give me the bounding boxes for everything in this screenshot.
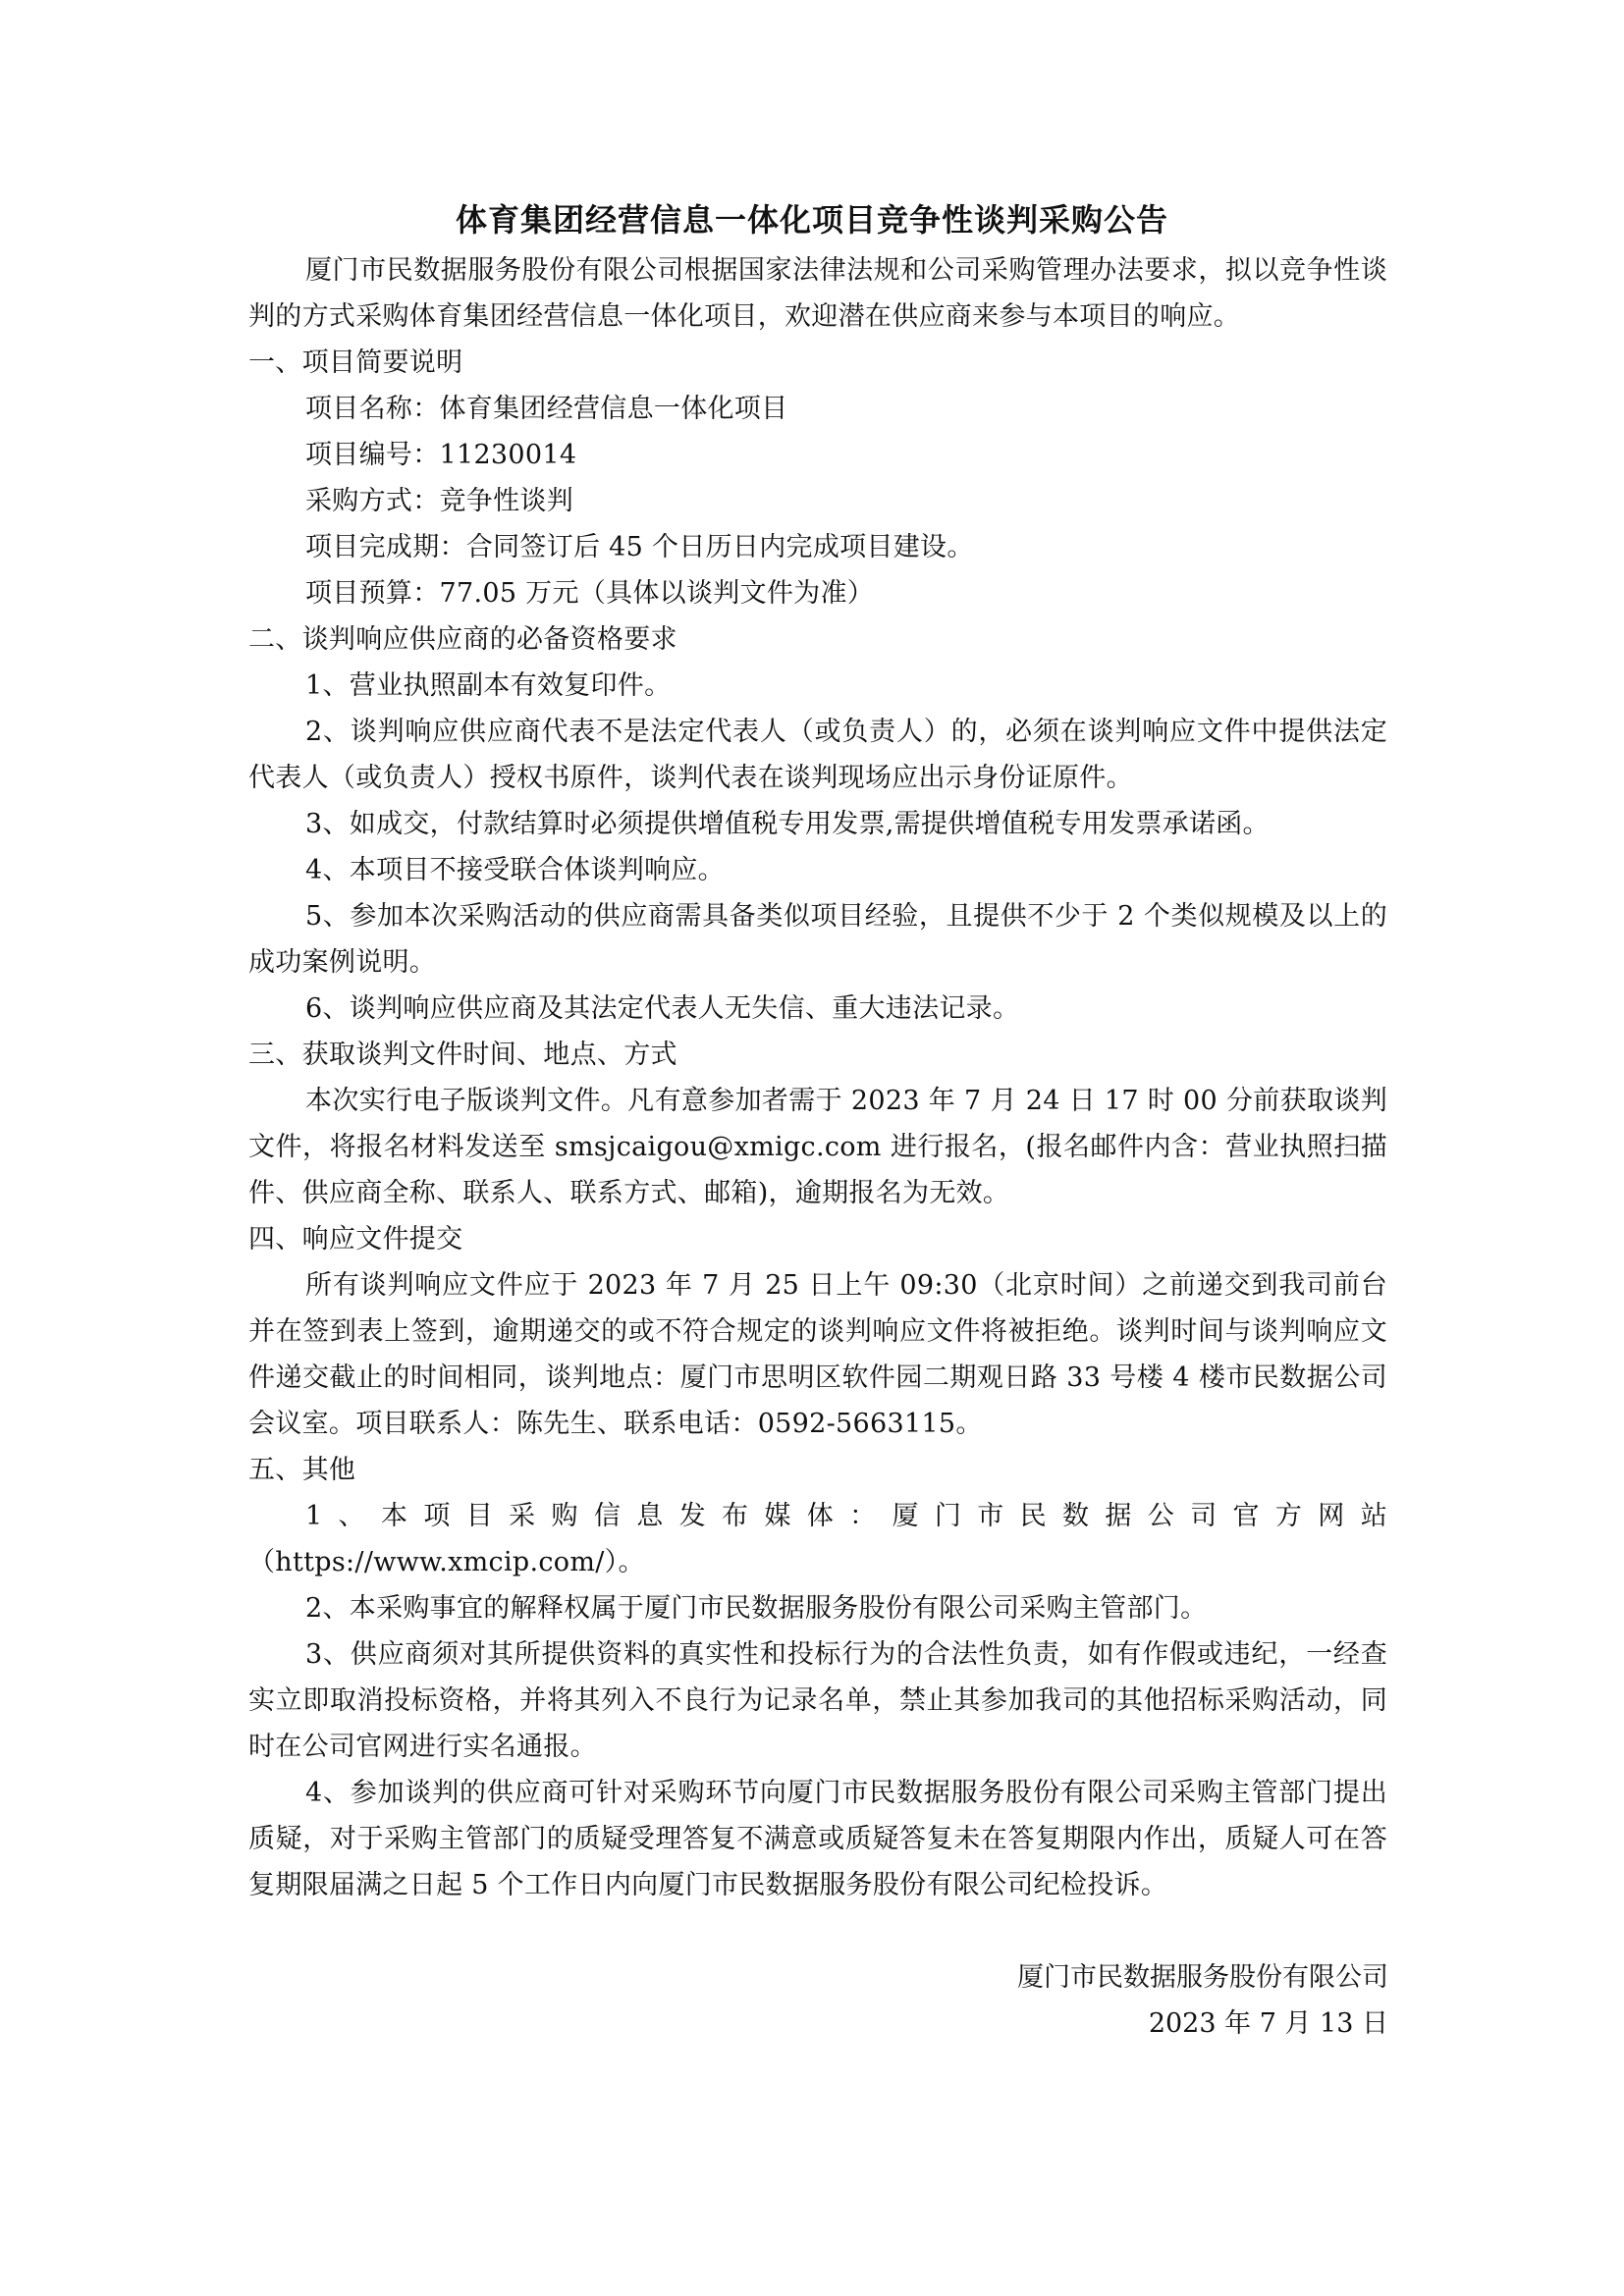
signature-date: 2023 年 7 月 13 日	[1148, 2008, 1388, 2039]
project-budget: 项目预算：77.05 万元（具体以谈判文件为准）	[305, 578, 875, 609]
section-1-heading: 一、项目简要说明	[248, 347, 463, 378]
section-3-heading: 三、获取谈判文件时间、地点、方式	[248, 1040, 677, 1070]
document-title: 体育集团经营信息一体化项目竞争性谈判采购公告	[455, 201, 1168, 239]
other-item: 3、供应商须对其所提供资料的真实性和投标行为的合法性负责，如有作假或违纪，一经查实立即取消投标资格，并将其列入不良行为记录名单，禁止其参加我司的其他招标采购活动，同时在公司官网进行实名通报。	[248, 1639, 1387, 1762]
qualification-item: 1、营业执照副本有效复印件。	[305, 670, 672, 701]
project-code: 项目编号：11230014	[305, 440, 577, 470]
qualification-item: 3、如成交，付款结算时必须提供增值税专用发票,需提供增值税专用发票承诺函。	[305, 809, 1270, 839]
completion-period: 项目完成期：合同签订后 45 个日历日内完成项目建设。	[305, 532, 974, 562]
other-item: 4、参加谈判的供应商可针对采购环节向厦门市民数据服务股份有限公司采购主管部门提出质疑，对于采购主管部门的质疑受理答复不满意或质疑答复未在答复期限内作出，质疑人可在答复期限届满之日起 5 个工作日内向厦门市民数据服务股份有限公司纪检投诉。	[248, 1778, 1387, 1900]
procurement-method: 采购方式：竞争性谈判	[305, 486, 573, 516]
intro-paragraph: 厦门市民数据服务股份有限公司根据国家法律法规和公司采购管理办法要求，拟以竞争性谈判的方式采购体育集团经营信息一体化项目，欢迎潜在供应商来参与本项目的响应。	[248, 255, 1387, 332]
section-3-text: 本次实行电子版谈判文件。凡有意参加者需于 2023 年 7 月 24 日 17 时 00 分前获取谈判文件，将报名材料发送至 smsjcaigou@xmigc.com 进行报名，(报名邮件内含：营业执照扫描件、供应商全称、联系人、联系方式、邮箱)，逾期报名为无效。	[248, 1086, 1387, 1208]
project-name: 项目名称：体育集团经营信息一体化项目	[305, 394, 788, 424]
other-item: 1、本项目采购信息发布媒体：厦门市民数据公司官方网站（https://www.xmcip.com/）。	[248, 1501, 1387, 1577]
qualification-item: 4、本项目不接受联合体谈判响应。	[305, 855, 725, 885]
section-4-text: 所有谈判响应文件应于 2023 年 7 月 25 日上午 09:30（北京时间）之前递交到我司前台并在签到表上签到，逾期递交的或不符合规定的谈判响应文件将被拒绝。谈判时间与谈判响应文件递交截止的时间相同，谈判地点：厦门市思明区软件园二期观日路 33 号楼 4 楼市民数据公司会议室。项目联系人：陈先生、联系电话：0592-5663115。	[248, 1270, 1387, 1439]
other-item: 2、本采购事宜的解释权属于厦门市民数据服务股份有限公司采购主管部门。	[305, 1593, 1208, 1624]
section-4-heading: 四、响应文件提交	[248, 1224, 463, 1255]
document-body	[248, 247, 1387, 1908]
section-5-heading: 五、其他	[248, 1455, 356, 1485]
qualification-item: 6、谈判响应供应商及其法定代表人无失信、重大违法记录。	[305, 993, 1020, 1024]
qualification-item: 5、参加本次采购活动的供应商需具备类似项目经验，且提供不少于 2 个类似规模及以上的成功案例说明。	[248, 901, 1387, 978]
signature-company: 厦门市民数据服务股份有限公司	[1017, 1962, 1388, 1993]
section-2-heading: 二、谈判响应供应商的必备资格要求	[248, 624, 677, 655]
qualification-item: 2、谈判响应供应商代表不是法定代表人（或负责人）的，必须在谈判响应文件中提供法定代表人（或负责人）授权书原件，谈判代表在谈判现场应出示身份证原件。	[248, 717, 1387, 793]
